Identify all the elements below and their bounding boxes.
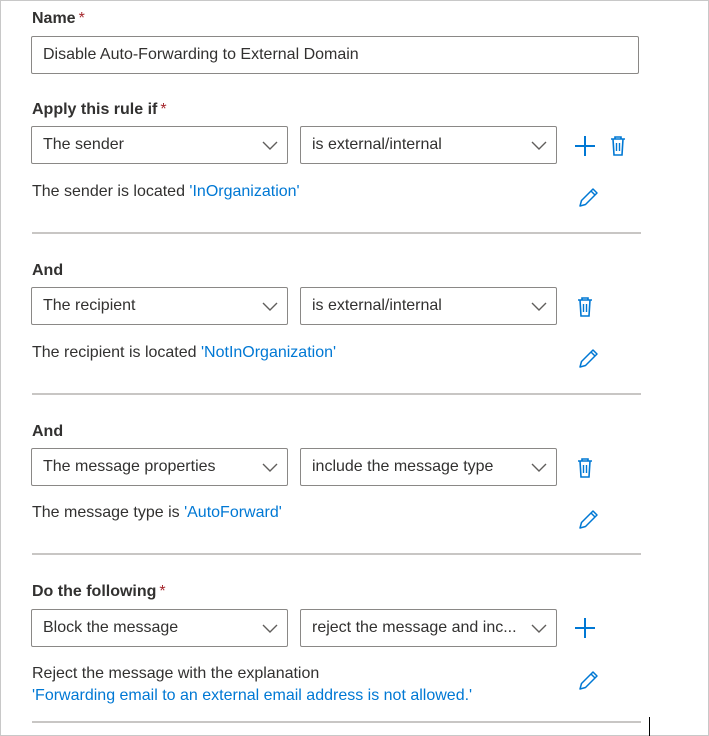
text-cursor — [649, 717, 650, 736]
apply-rule-if-label — [32, 101, 167, 119]
condition-2-desc-link[interactable]: 'NotInOrganization' — [200, 344, 337, 361]
do-the-following-text: Do the following — [32, 583, 157, 600]
condition-1-property-value: The sender — [43, 136, 124, 153]
pencil-icon[interactable] — [577, 668, 601, 692]
chevron-down-icon — [262, 139, 278, 151]
condition-1-property-select[interactable] — [31, 126, 288, 164]
condition-1-operator-select[interactable] — [300, 126, 557, 164]
chevron-down-icon — [531, 461, 547, 473]
action-value: Block the message — [43, 619, 179, 636]
trash-icon[interactable] — [573, 295, 597, 319]
trash-icon[interactable] — [606, 134, 630, 158]
condition-1-desc-link[interactable]: 'InOrganization' — [189, 183, 300, 200]
trash-icon[interactable] — [573, 456, 597, 480]
action-desc-link[interactable]: 'Forwarding email to an external email address is not allowed.' — [32, 687, 473, 704]
condition-2-operator-select[interactable] — [300, 287, 557, 325]
action-detail-select[interactable] — [300, 609, 557, 647]
add-icon[interactable] — [573, 134, 597, 158]
and-label-text: And — [32, 262, 64, 279]
chevron-down-icon — [262, 622, 278, 634]
section-divider — [32, 232, 641, 234]
do-the-following-label — [32, 583, 166, 601]
condition-1-description — [32, 183, 300, 201]
section-divider — [32, 721, 641, 723]
pencil-icon[interactable] — [577, 346, 601, 370]
condition-3-desc-link[interactable]: 'AutoForward' — [184, 504, 282, 521]
action-description-line2 — [32, 687, 472, 705]
name-label — [32, 10, 85, 28]
rule-name-value: Disable Auto-Forwarding to External Domain — [43, 46, 359, 63]
action-desc-text: Reject the message with the explanation — [32, 665, 320, 682]
and-label — [32, 262, 63, 280]
section-divider — [32, 393, 641, 395]
required-mark: * — [159, 583, 166, 600]
add-icon[interactable] — [573, 616, 597, 640]
condition-3-desc-text: The message type is — [32, 504, 185, 521]
condition-2-desc-text: The recipient is located — [32, 344, 201, 361]
condition-1-operator-value: is external/internal — [312, 136, 442, 153]
required-mark: * — [78, 10, 85, 27]
pencil-icon[interactable] — [577, 507, 601, 531]
condition-3-operator-select[interactable] — [300, 448, 557, 486]
chevron-down-icon — [262, 300, 278, 312]
and-label-text: And — [32, 423, 64, 440]
apply-rule-if-text: Apply this rule if — [32, 101, 158, 118]
chevron-down-icon — [262, 461, 278, 473]
condition-2-property-value: The recipient — [43, 297, 136, 314]
condition-2-description — [32, 344, 336, 362]
condition-3-property-select[interactable] — [31, 448, 288, 486]
action-detail-value: reject the message and inc... — [312, 619, 517, 636]
condition-2-property-select[interactable] — [31, 287, 288, 325]
and-label — [32, 423, 63, 441]
chevron-down-icon — [531, 300, 547, 312]
action-description-line1 — [32, 665, 319, 683]
action-select[interactable] — [31, 609, 288, 647]
condition-3-operator-value: include the message type — [312, 458, 494, 475]
pencil-icon[interactable] — [577, 185, 601, 209]
required-mark: * — [160, 101, 167, 118]
condition-3-description — [32, 504, 282, 522]
condition-2-operator-value: is external/internal — [312, 297, 442, 314]
condition-3-property-value: The message properties — [43, 458, 216, 475]
chevron-down-icon — [531, 139, 547, 151]
name-label-text: Name — [32, 10, 76, 27]
rule-name-input[interactable] — [31, 36, 639, 74]
chevron-down-icon — [531, 622, 547, 634]
section-divider — [32, 553, 641, 555]
condition-1-desc-text: The sender is located — [32, 183, 190, 200]
